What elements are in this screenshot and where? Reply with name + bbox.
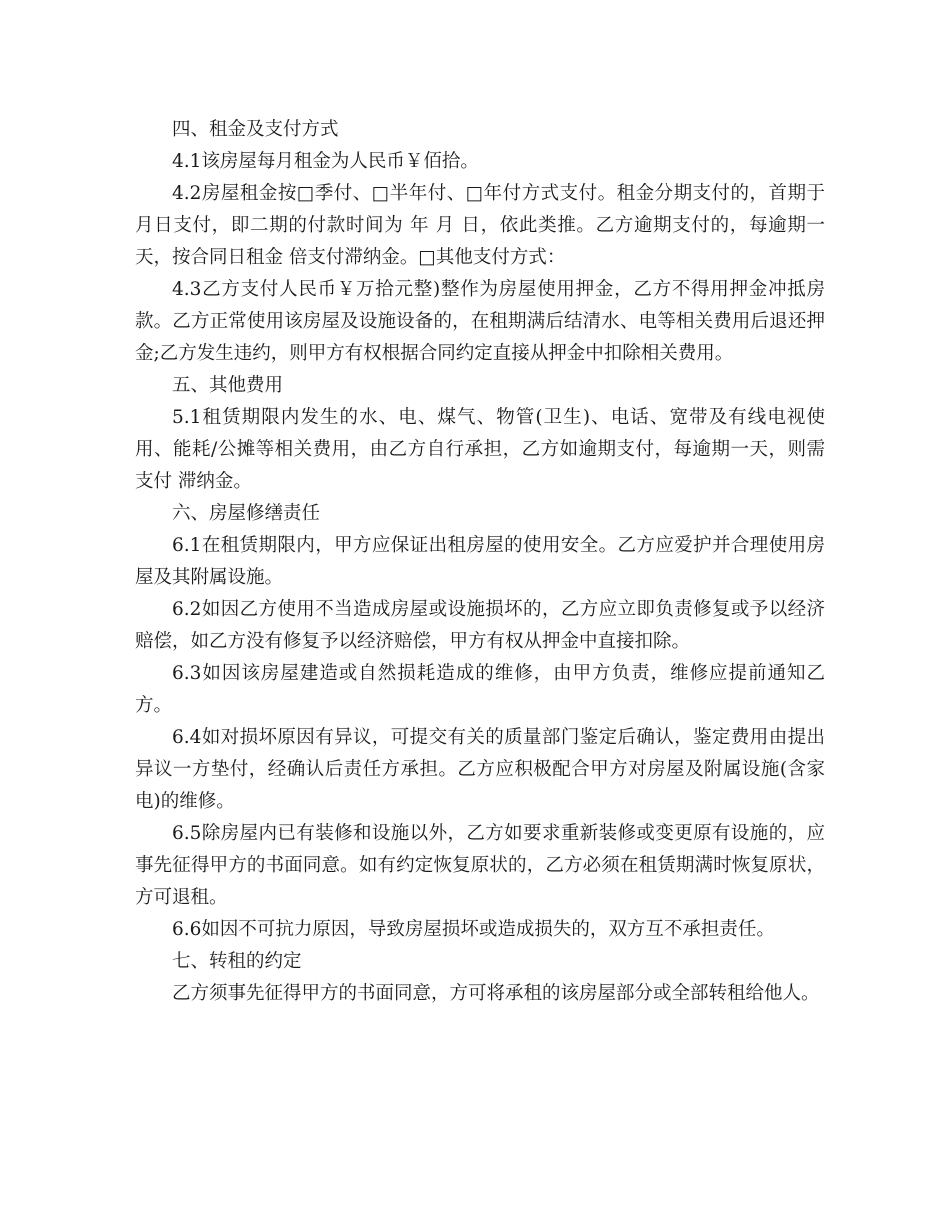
clause-6-1: 6.1在租赁期限内，甲方应保证出租房屋的使用安全。乙方应爱护并合理使用房屋及其附属设施。 [135,535,825,588]
section-heading-other-fees: 五、其他费用 [172,375,284,396]
clause-7-body: 乙方须事先征得甲方的书面同意，方可将承租的该房屋部分或全部转租给他人。 [172,983,820,1004]
section-heading-sublet: 七、转租的约定 [172,951,302,972]
clause-6-5: 6.5除房屋内已有装修和设施以外，乙方如要求重新装修或变更原有设施的，应事先征得甲方的书面同意。如有约定恢复原状的，乙方必须在租赁期满时恢复原状，方可退租。 [135,823,825,908]
section-heading-repair: 六、房屋修缮责任 [172,503,321,524]
clause-6-3: 6.3如因该房屋建造或自然损耗造成的维修，由甲方负责，维修应提前通知乙方。 [135,663,825,716]
document-body [135,114,825,1010]
clause-4-1: 4.1该房屋每月租金为人民币￥佰拾。 [172,151,479,172]
section-heading-rent: 四、租金及支付方式 [172,119,339,140]
clause-4-3: 4.3乙方支付人民币￥万拾元整)整作为房屋使用押金，乙方不得用押金冲抵房款。乙方正常使用该房屋及设施设备的，在租期满后结清水、电等相关费用后退还押金;乙方发生违约，则甲方有权根据合同约定直接从押金中扣除相关费用。 [135,279,825,364]
clause-4-2: 4.2房屋租金按□季付、□半年付、□年付方式支付。租金分期支付的，首期于月日支付，即二期的付款时间为 年 月 日，依此类推。乙方逾期支付的，每逾期一天，按合同日租金 倍支付滞纳金。□其他支付方式： [135,183,825,268]
clause-5-1: 5.1租赁期限内发生的水、电、煤气、物管(卫生)、电话、宽带及有线电视使用、能耗/公摊等相关费用，由乙方自行承担，乙方如逾期支付，每逾期一天，则需支付 滞纳金。 [135,407,825,492]
clause-6-6: 6.6如因不可抗力原因，导致房屋损坏或造成损失的，双方互不承担责任。 [172,919,775,940]
clause-6-4: 6.4如对损坏原因有异议，可提交有关的质量部门鉴定后确认，鉴定费用由提出异议一方垫付，经确认后责任方承担。乙方应积极配合甲方对房屋及附属设施(含家电)的维修。 [135,727,825,812]
clause-6-2: 6.2如因乙方使用不当造成房屋或设施损坏的，乙方应立即负责修复或予以经济赔偿，如乙方没有修复予以经济赔偿，甲方有权从押金中直接扣除。 [135,599,825,652]
